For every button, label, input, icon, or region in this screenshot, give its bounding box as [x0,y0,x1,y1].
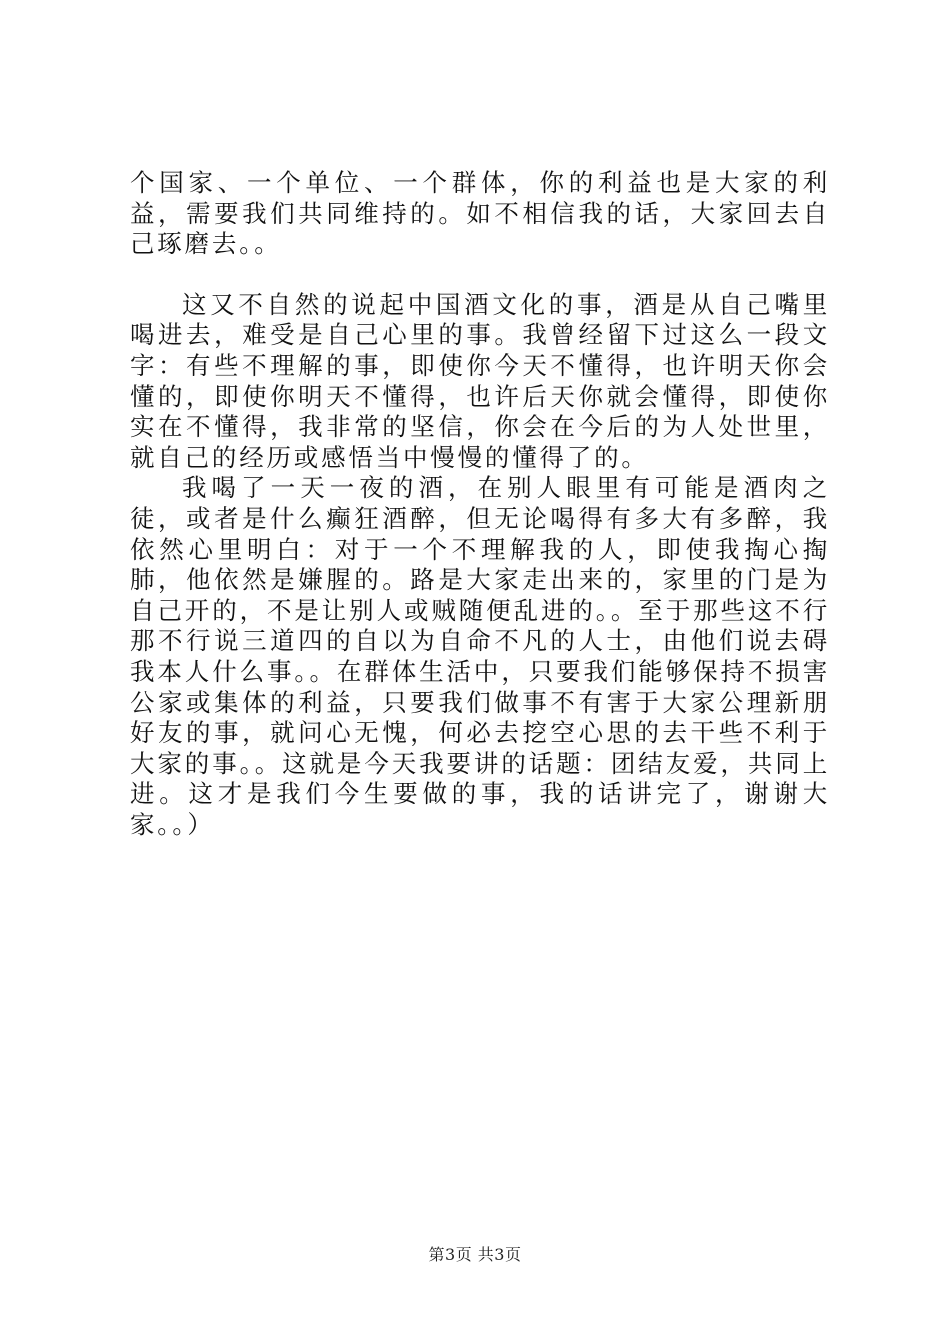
paragraph-wine-culture: 这又不自然的说起中国酒文化的事，酒是从自己嘴里喝进去，难受是自己心里的事。我曾经留下过这么一段文字：有些不理解的事，即使你今天不懂得，也许明天你会懂的，即使你明天不懂得，也许后天你就会懂得，即使你实在不懂得，我非常的坚信，你会在今后的为人处世里，就自己的经历或感悟当中慢慢的懂得了的。 [130,289,830,472]
page-number-footer: 第3页 共3页 [428,1245,522,1264]
document-body [130,168,830,840]
paragraph-continuation: 个国家、一个单位、一个群体，你的利益也是大家的利益，需要我们共同维持的。如不相信我的话，大家回去自己琢磨去。。 [130,168,830,259]
paragraph-closing-remarks: 我喝了一天一夜的酒，在别人眼里有可能是酒肉之徒，或者是什么癫狂酒醉，但无论喝得有多大有多醉，我依然心里明白：对于一个不理解我的人，即使我掏心掏肺，他依然是嫌腥的。路是大家走出来的，家里的门是为自己开的，不是让别人或贼随便乱进的。。至于那些这不行那不行说三道四的自以为自命不凡的人士，由他们说去碍我本人什么事。。在群体生活中，只要我们能够保持不损害公家或集体的利益，只要我们做事不有害于大家公理新朋好友的事，就问心无愧，何必去挖空心思的去干些不利于大家的事。。这就是今天我要讲的话题：团结友爱，共同上进。这才是我们今生要做的事，我的话讲完了，谢谢大家。。） [130,473,830,839]
